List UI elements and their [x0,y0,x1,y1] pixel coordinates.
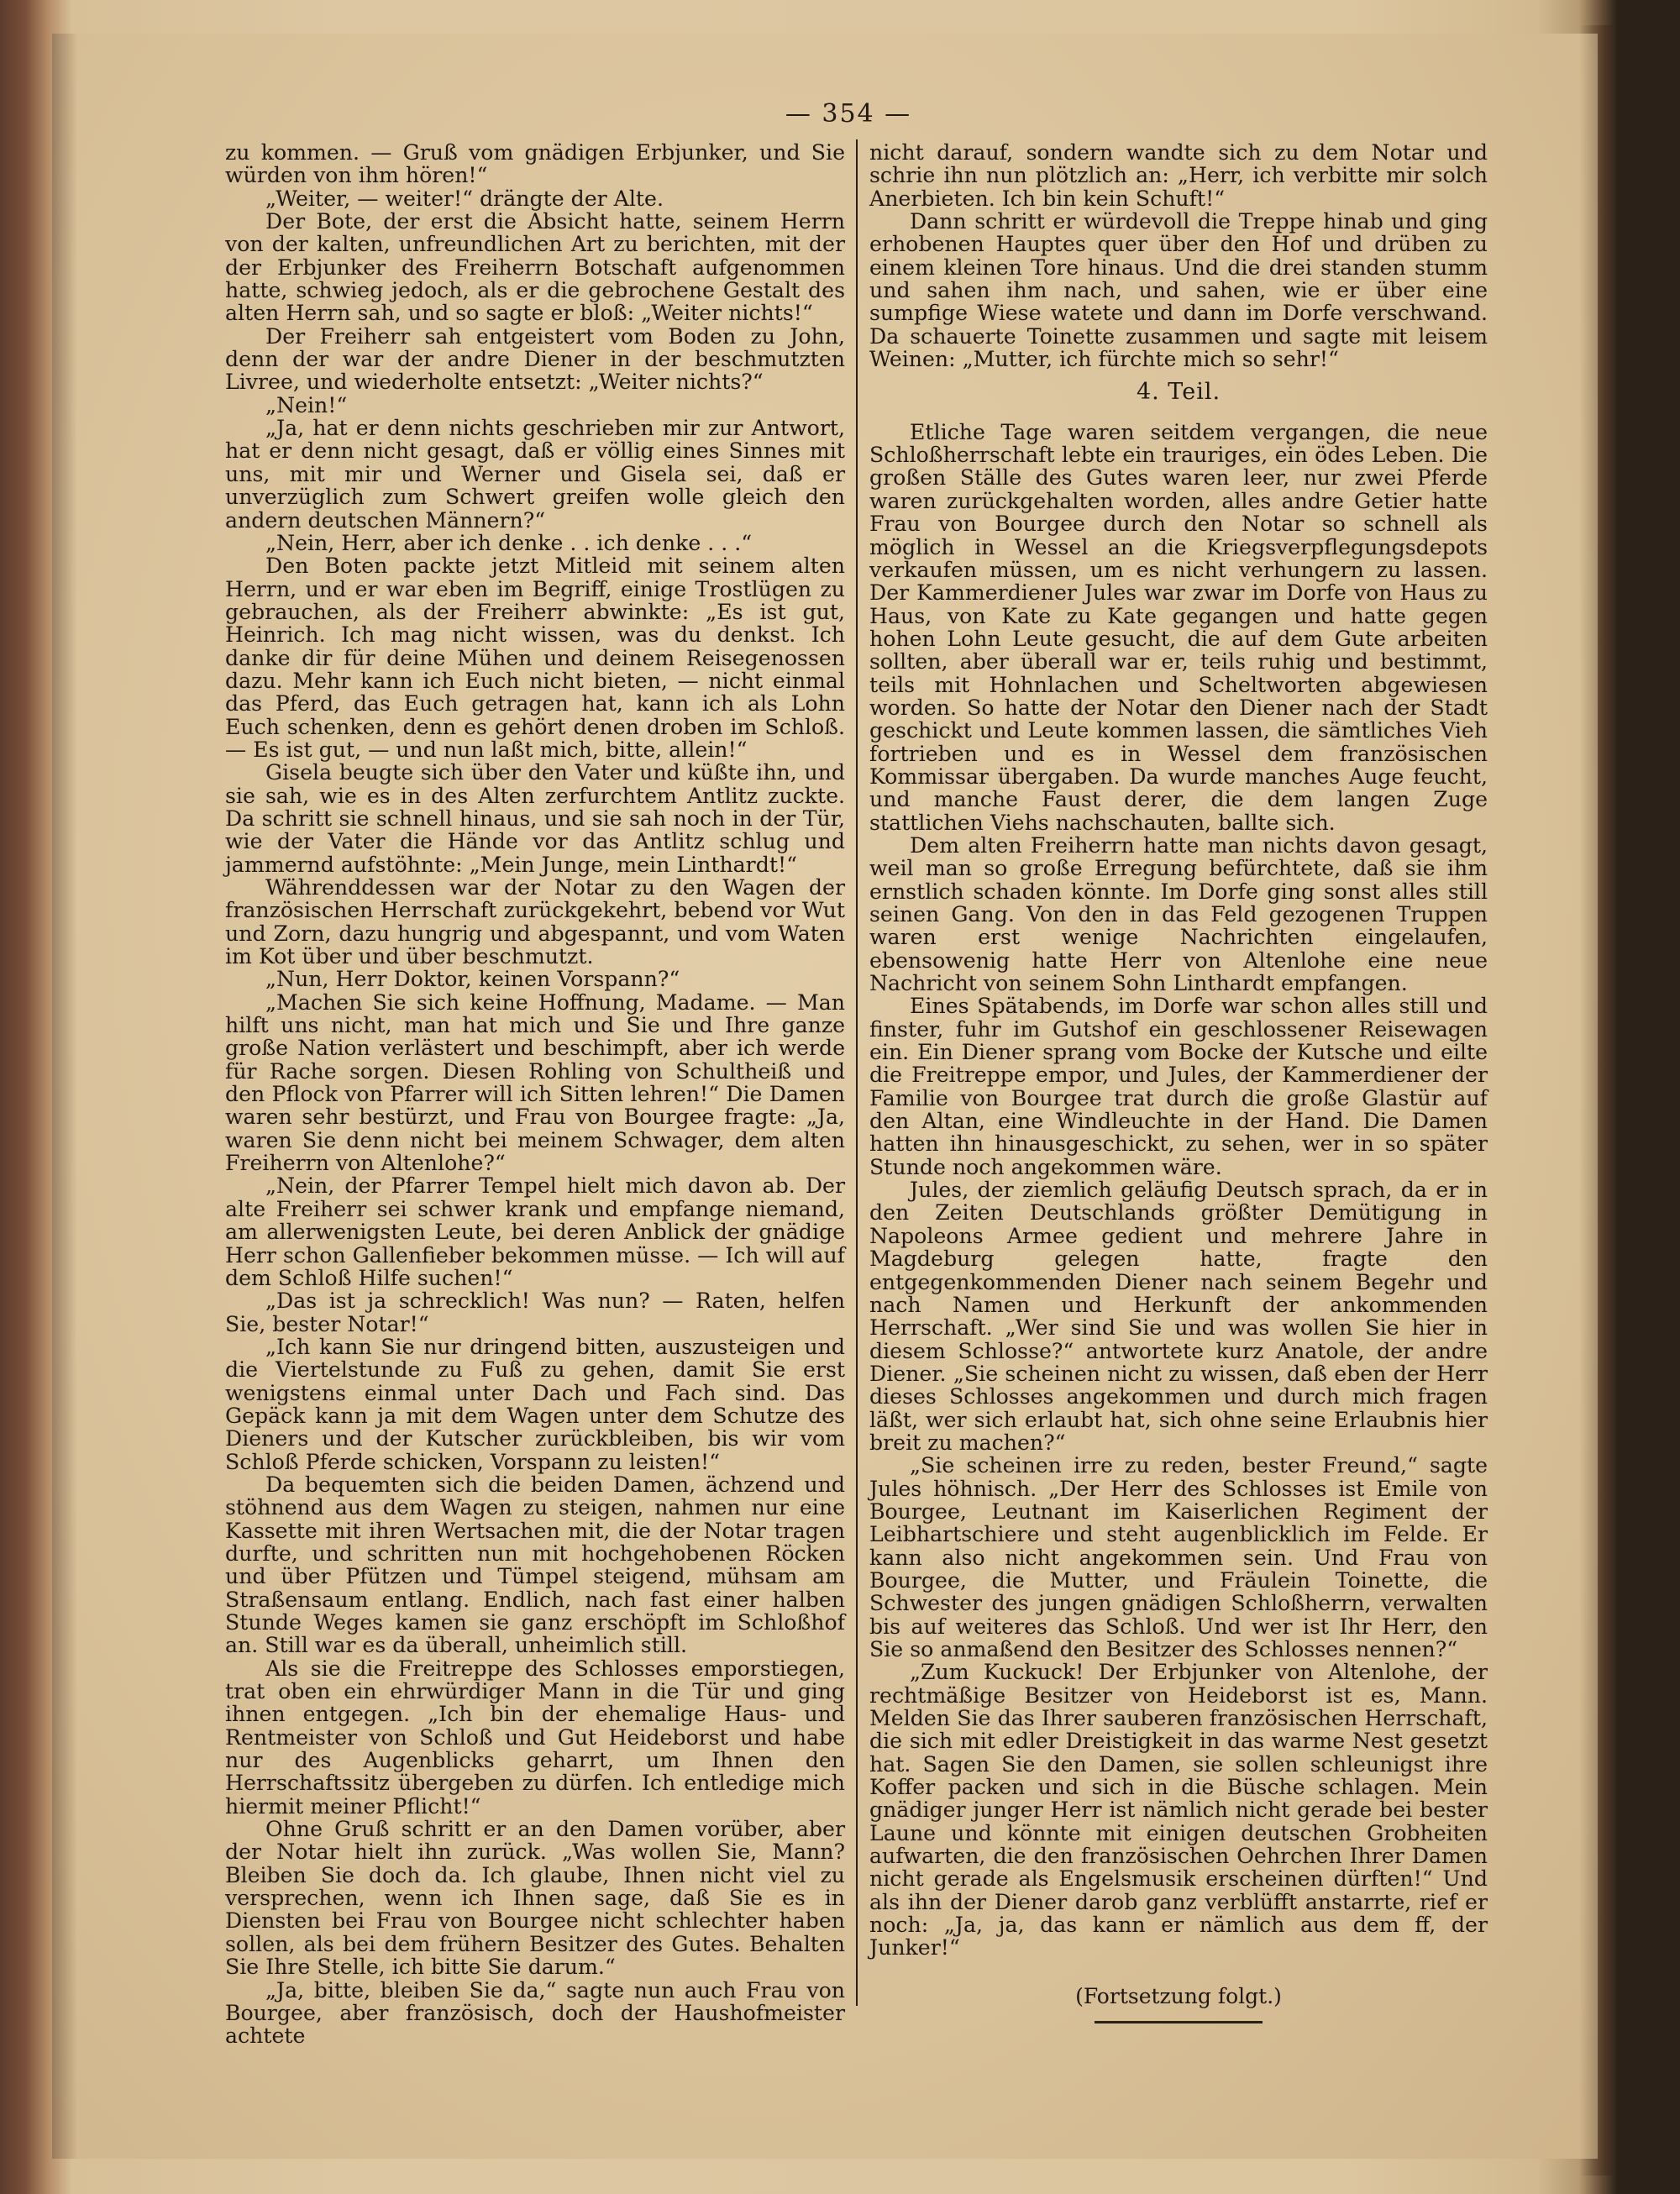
paragraph: Den Boten packte jetzt Mitleid mit seinem alten Herrn, und er war eben im Begriff, einige Trostlügen zu gebrauchen, als der Freiherr abwinkte: „Es ist gut, Heinrich. Ich mag nicht wissen, was du denkst. Ich danke dir für deine Mühen und deinem Reisegenossen dazu. Mehr kann ich Euch nicht bieten, — nicht einmal das Pferd, das Euch getragen hat, kann ich als Lohn Euch schenken, denn es gehört denen droben im Schloß. — Es ist gut, — und nun laßt mich, bitte, allein!“ [225,554,845,762]
paragraph: Ohne Gruß schritt er an den Damen vorüber, aber der Notar hielt ihn zurück. „Was wollen Sie, Mann? Bleiben Sie doch da. Ich glaube, Ihnen nicht viel zu versprechen, wenn ich Ihnen sage, daß Sie es in Diensten bei Frau von Bourgee nicht schlechter haben sollen, als bei dem frühern Besitzer des Gutes. Behalten Sie Ihre Stelle, ich bitte Sie darum.“ [225,1817,845,1980]
paragraph: Da bequemten sich die beiden Damen, ächzend und stöhnend aus dem Wagen zu steigen, nahmen nur eine Kassette mit ihren Wertsachen mit, die der Notar tragen durfte, und schritten nun mit hochgehobenen Röcken und über Pfützen und Tümpel steigend, mühsam am Straßensaum entlang. Endlich, nach fast einer halben Stunde Weges kamen sie ganz erschöpft im Schloßhof an. Still war es da überall, unheimlich still. [225,1472,845,1658]
paragraph: „Nein, der Pfarrer Tempel hielt mich davon ab. Der alte Freiherr sei schwer krank und empfange niemand, am allerwenigsten Leute, bei deren Anblick der gnädige Herr schon Gallenfieber bekommen müsse. — Ich will auf dem Schloß Hilfe suchen!“ [225,1173,845,1290]
page-gutter-shadow [52,34,77,2159]
paragraph: Der Freiherr sah entgeistert vom Boden zu John, denn der war der andre Diener in der beschmutzten Livree, und wiederholte entsetzt: „Weiter nichts?“ [225,323,845,395]
paragraph: Der Bote, der erst die Absicht hatte, seinem Herrn von der kalten, unfreundlichen Art zu berichten, mit der der Erbjunker des Freiherrn Botschaft aufgenommen hatte, schwieg jedoch, als er die gebrochene Gestalt des alten Herrn sah, und so sagte er bloß: „Weiter nichts!“ [225,209,845,326]
paragraph: „Nein!“ [265,392,348,417]
paragraph: Dann schritt er würdevoll die Treppe hinab und ging erhobenen Hauptes quer über den Hof und drüben zu einem kleinen Tore hinaus. Und die drei standen stumm und sahen ihm nach, und sahen, wie er über eine sumpfige Wiese watete und dann im Dorfe verschwand. Da schauerte Toinette zusammen und sagte mit leisem Weinen: „Mutter, ich fürchte mich so sehr!“ [869,209,1488,372]
paragraph: „Nun, Herr Doktor, keinen Vorspann?“ [265,967,680,992]
page-number: — 354 — [785,99,912,129]
end-rule [1095,2021,1263,2023]
paragraph: „Nein, Herr, aber ich denke . . ich denke . . .“ [265,530,753,555]
paragraph: Als sie die Freitreppe des Schlosses emporstiegen, trat oben ein ehrwürdiger Mann in die Tür und ging ihnen entgegen. „Ich bin der ehemalige Haus- und Rentmeister von Schloß und Gut Heideborst und habe nur des Augenblicks geharrt, um Ihnen den Herrschaftssitz übergeben zu dürfen. Ich entledige mich hiermit meiner Pflicht!“ [225,1656,845,1819]
paragraph: zu kommen. — Gruß vom gnädigen Erbjunker, und Sie würden von ihm hören!“ [225,140,845,188]
section-heading: 4. Teil. [1136,379,1221,406]
column-divider [856,139,858,2006]
paragraph: Eines Spätabends, im Dorfe war schon alles still und finster, fuhr im Gutshof ein geschlossener Reisewagen ein. Ein Diener sprang vom Bocke der Kutsche und eilte die Freitreppe empor, und Jules, der Kammerdiener der Familie von Bourgee trat durch die große Glastür auf den Altan, eine Windleuchte in der Hand. Die Damen hatten ihn hinausgeschickt, zu sehen, wer in so später Stunde noch angekommen wäre. [869,994,1488,1179]
left-column [225,141,845,2048]
paragraph: Gisela beugte sich über den Vater und küßte ihn, und sie sah, wie es in des Alten zerfurchtem Antlitz zuckte. Da schritt sie schnell hinaus, und sie sah noch in der Tür, wie der Vater die Hände vor das Antlitz schlug und jammernd aufstöhnte: „Mein Junge, mein Linthardt!“ [225,760,845,877]
paragraph: nicht darauf, sondern wandte sich zu dem Notar und schrie ihn nun plötzlich an: „Herr, ich verbitte mir solch Anerbieten. Ich bin kein Schuft!“ [869,140,1488,211]
paragraph: „Ja, bitte, bleiben Sie da,“ sagte nun auch Frau von Bourgee, aber französisch, doch der Haushofmeister achtete [225,1977,845,2049]
paragraph: Dem alten Freiherrn hatte man nichts davon gesagt, weil man so große Erregung befürchtete, daß sie ihm ernstlich schaden könnte. Im Dorfe ging sonst alles still seinen Gang. Von den in das Feld gezogenen Truppen waren erst wenige Nachrichten eingelaufen, ebensowenig hatte Herr von Altenlohe eine neue Nachricht von seinem Sohn Linthardt empfangen. [869,832,1488,996]
paragraph: „Weiter, — weiter!“ drängte der Alte. [265,186,664,211]
right-column [869,141,1488,2023]
paragraph: „Machen Sie sich keine Hoffnung, Madame. — Man hilft uns nicht, man hat mich und Sie und Ihre ganze große Nation verlästert und beschimpft, aber ich werde für Rache sorgen. Diesen Rohling von Schultheiß und den Pflock von Pfarrer will ich Sitten lehren!“ Die Damen waren sehr bestürzt, und Frau von Bourgee fragte: „Ja, waren Sie denn nicht bei meinem Schwager, dem alten Freiherrn von Altenlohe?“ [225,989,845,1176]
paragraph: „Ich kann Sie nur dringend bitten, auszusteigen und die Viertelstunde zu Fuß zu gehen, damit Sie erst wenigstens einmal unter Dach und Fach sind. Das Gepäck kann ja mit dem Wagen unter dem Schutze des Dieners und der Kutscher zurückbleiben, bis wir vom Schloß Pferde schicken, Vorspann zu leisten!“ [225,1334,845,1474]
continuation-note: (Fortsetzung folgt.) [1075,1983,1282,2008]
paragraph: Jules, der ziemlich geläufig Deutsch sprach, da er in den Zeiten Deutschlands größter Demütigung in Napoleons Armee gedient und mehrere Jahre in Magdeburg gelegen hatte, fragte den entgegenkommenden Diener nach seinem Begehr und nach Namen und Herkunft der ankommenden Herrschaft. „Wer sind Sie und was wollen Sie hier in diesem Schlosse?“ antwortete kurz Anatole, der andre Diener. „Sie scheinen nicht zu wissen, daß eben der Herr dieses Schlosses angekommen und durch mich fragen läßt, wer sich erlaubt hat, sich ohne seine Erlaubnis hier breit zu machen?“ [869,1178,1488,1455]
paragraph: Etliche Tage waren seitdem vergangen, die neue Schloßherrschaft lebte ein trauriges, ein ödes Leben. Die großen Ställe des Gutes waren leer, nur zwei Pferde waren zurückgehalten worden, alles andre Getier hatte Frau von Bourgee durch den Notar so schnell als möglich in Wessel an die Kriegsverpflegungsdepots verkaufen müssen, um es nicht verhungern zu lassen. Der Kammerdiener Jules war zwar im Dorfe von Haus zu Haus, von Kate zu Kate gegangen und hatte gegen hohen Lohn Leute gesucht, die auf dem Gute arbeiten sollten, aber überall war er, teils ruhig und bestimmt, teils mit Hohnlachen und Scheltworten abgewiesen worden. So hatte der Notar den Diener nach der Stadt geschickt und Leute kommen lassen, die sämtliches Vieh fortrieben und es in Wessel dem französischen Kommissar übergaben. Da wurde manches Auge feucht, und manche Faust derer, die dem langen Zuge stattlichen Viehs nachschauten, ballte sich. [869,419,1488,835]
paragraph: Währenddessen war der Notar zu den Wagen der französischen Herrschaft zurückgekehrt, bebend vor Wut und Zorn, dazu hungrig und abgespannt, und vom Waten im Kot über und über beschmutzt. [225,875,845,969]
page-edge-shadow [1579,25,1613,2176]
paragraph: „Zum Kuckuck! Der Erbjunker von Altenlohe, der rechtmäßige Besitzer von Heideborst ist es, Mann. Melden Sie das Ihrer sauberen französischen Herrschaft, die sich mit edler Dreistigkeit in das warme Nest gesetzt hat. Sagen Sie den Damen, sie sollen schleunigst ihre Koffer packen und sich in die Büsche schlagen. Mein gnädiger junger Herr ist nämlich nicht gerade bei bester Laune und könnte mit einigen deutschen Grobheiten aufwarten, die den französischen Oehrchen Ihrer Damen nicht gerade als Engelsmusik erscheinen dürften!“ Und als ihn der Diener darob ganz verblüfft anstarrte, rief er noch: „Ja, ja, das kann er nämlich aus dem ff, der Junker!“ [869,1660,1488,1960]
paragraph: „Sie scheinen irre zu reden, bester Freund,“ sagte Jules höhnisch. „Der Herr des Schlosses ist Emile von Bourgee, Leutnant im Kaiserlichen Regiment der Leibhartschiere und steht augenblicklich im Felde. Er kann also nicht angekommen sein. Und Frau von Bourgee, die Mutter, und Fräulein Toinette, die Schwester des jungen gnädigen Schloßherrn, verwalten bis auf weiteres das Schloß. Und wer ist Ihr Herr, den Sie so anmaßend den Besitzer des Schlosses nennen?“ [869,1453,1488,1661]
paragraph: „Ja, hat er denn nichts geschrieben mir zur Antwort, hat er denn nicht gesagt, daß er völlig eines Sinnes mit uns, mit mir und Werner und Gisela sei, daß er unverzüglich zum Schwert greifen wolle gleich den andern deutschen Männern?“ [225,416,845,533]
paragraph: „Das ist ja schrecklich! Was nun? — Raten, helfen Sie, bester Notar!“ [225,1289,845,1336]
